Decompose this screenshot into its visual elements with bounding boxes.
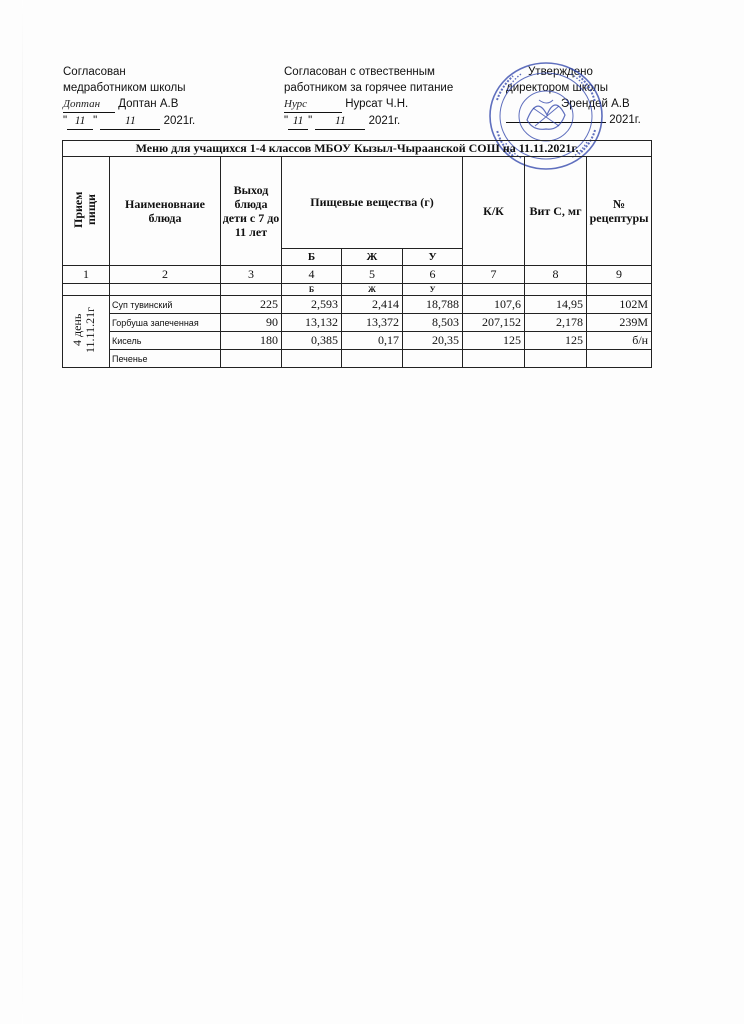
protein: 13,132 bbox=[282, 314, 342, 332]
nutrient-b: Б bbox=[282, 284, 342, 296]
dish-name: Суп тувинский bbox=[110, 296, 221, 314]
approval-line1: Согласован bbox=[63, 66, 126, 78]
dish-name: Печенье bbox=[110, 350, 221, 368]
header-recipe: № рецептуры bbox=[587, 157, 652, 266]
col-num: 1 bbox=[63, 266, 110, 284]
menu-title: Меню для учащихся 1-4 классов МБОУ Кызыл-Чыраанской СОШ на 11.11.2021г. bbox=[63, 141, 652, 157]
table-row bbox=[63, 314, 652, 332]
carbs: 20,35 bbox=[403, 332, 463, 350]
page-edge bbox=[22, 0, 23, 1024]
approval-line2: работником за горячее питание bbox=[284, 82, 454, 94]
recipe-number: 102М bbox=[587, 296, 652, 314]
approval-line1: Согласован с отвественным bbox=[284, 66, 435, 78]
date-month: 11 bbox=[315, 113, 365, 130]
vitamin-c: 14,95 bbox=[525, 296, 587, 314]
kcal: 107,6 bbox=[463, 296, 525, 314]
approval-date bbox=[506, 112, 641, 128]
header-dish: Наименовнаие блюда bbox=[110, 157, 221, 266]
header-vitc: Вит С, мг bbox=[525, 157, 587, 266]
approval-director bbox=[506, 64, 641, 128]
signature: Нурс bbox=[284, 96, 342, 113]
portion: 90 bbox=[221, 314, 282, 332]
date-year: 2021г. bbox=[368, 115, 401, 127]
fat: 13,372 bbox=[342, 314, 403, 332]
col-num: 4 bbox=[282, 266, 342, 284]
nutrient-zh: Ж bbox=[342, 284, 403, 296]
approval-date: " 11 " 11 2021г. bbox=[63, 113, 195, 130]
table-row bbox=[63, 332, 652, 350]
nutrient-u: У bbox=[403, 284, 463, 296]
approver-name: Доптан А.В bbox=[118, 98, 179, 110]
dish-name: Горбуша запеченная bbox=[110, 314, 221, 332]
vitamin-c bbox=[525, 350, 587, 368]
header-meal: Прием пищи bbox=[63, 157, 110, 266]
fat: 0,17 bbox=[342, 332, 403, 350]
date-year: 2021г. bbox=[163, 115, 196, 127]
col-num: 7 bbox=[463, 266, 525, 284]
portion bbox=[221, 350, 282, 368]
carbs: 18,788 bbox=[403, 296, 463, 314]
date-day: 11 bbox=[288, 113, 308, 130]
portion: 225 bbox=[221, 296, 282, 314]
col-num: 3 bbox=[221, 266, 282, 284]
col-num: 8 bbox=[525, 266, 587, 284]
col-num: 2 bbox=[110, 266, 221, 284]
approval-line1: Утверждено bbox=[528, 66, 593, 78]
approval-line2: медработником школы bbox=[63, 82, 186, 94]
portion: 180 bbox=[221, 332, 282, 350]
carbs bbox=[403, 350, 463, 368]
approver-name: Эрендей А.В bbox=[561, 98, 630, 110]
nutrient-u: У bbox=[403, 248, 463, 265]
recipe-number bbox=[587, 350, 652, 368]
date-month: 11 bbox=[100, 113, 160, 130]
nutrient-zh: Ж bbox=[342, 248, 403, 265]
vitamin-c: 125 bbox=[525, 332, 587, 350]
approval-food-responsible bbox=[284, 64, 453, 130]
dish-name: Кисель bbox=[110, 332, 221, 350]
nutrient-subheader-row bbox=[63, 284, 652, 296]
header-kcal: К/К bbox=[463, 157, 525, 266]
date-year: 2021г. bbox=[609, 114, 641, 126]
nutrient-b: Б bbox=[282, 248, 342, 265]
kcal bbox=[463, 350, 525, 368]
column-number-row bbox=[63, 266, 652, 284]
kcal: 125 bbox=[463, 332, 525, 350]
approval-date: " 11 " 11 2021г. bbox=[284, 113, 453, 130]
table-row bbox=[63, 296, 652, 314]
approver-name: Нурсат Ч.Н. bbox=[345, 98, 409, 110]
approval-header bbox=[0, 0, 744, 140]
col-num: 5 bbox=[342, 266, 403, 284]
table-row bbox=[63, 350, 652, 368]
protein bbox=[282, 350, 342, 368]
recipe-number: б/н bbox=[587, 332, 652, 350]
col-num: 9 bbox=[587, 266, 652, 284]
menu-table bbox=[62, 140, 652, 368]
col-num: 6 bbox=[403, 266, 463, 284]
signature: Доптан bbox=[63, 96, 115, 113]
fat bbox=[342, 350, 403, 368]
recipe-number: 239М bbox=[587, 314, 652, 332]
fat: 2,414 bbox=[342, 296, 403, 314]
header-portion: Выход блюда дети с 7 до 11 лет bbox=[221, 157, 282, 266]
vitamin-c: 2,178 bbox=[525, 314, 587, 332]
day-label-cell: 4 день 11.11.21г bbox=[63, 296, 110, 368]
protein: 0,385 bbox=[282, 332, 342, 350]
kcal: 207,152 bbox=[463, 314, 525, 332]
carbs: 8,503 bbox=[403, 314, 463, 332]
protein: 2,593 bbox=[282, 296, 342, 314]
approval-line2: директором школы bbox=[506, 82, 609, 94]
header-nutrients: Пищевые вещества (г) bbox=[282, 157, 463, 249]
date-day: 11 bbox=[67, 113, 93, 130]
approval-medical bbox=[63, 64, 195, 130]
